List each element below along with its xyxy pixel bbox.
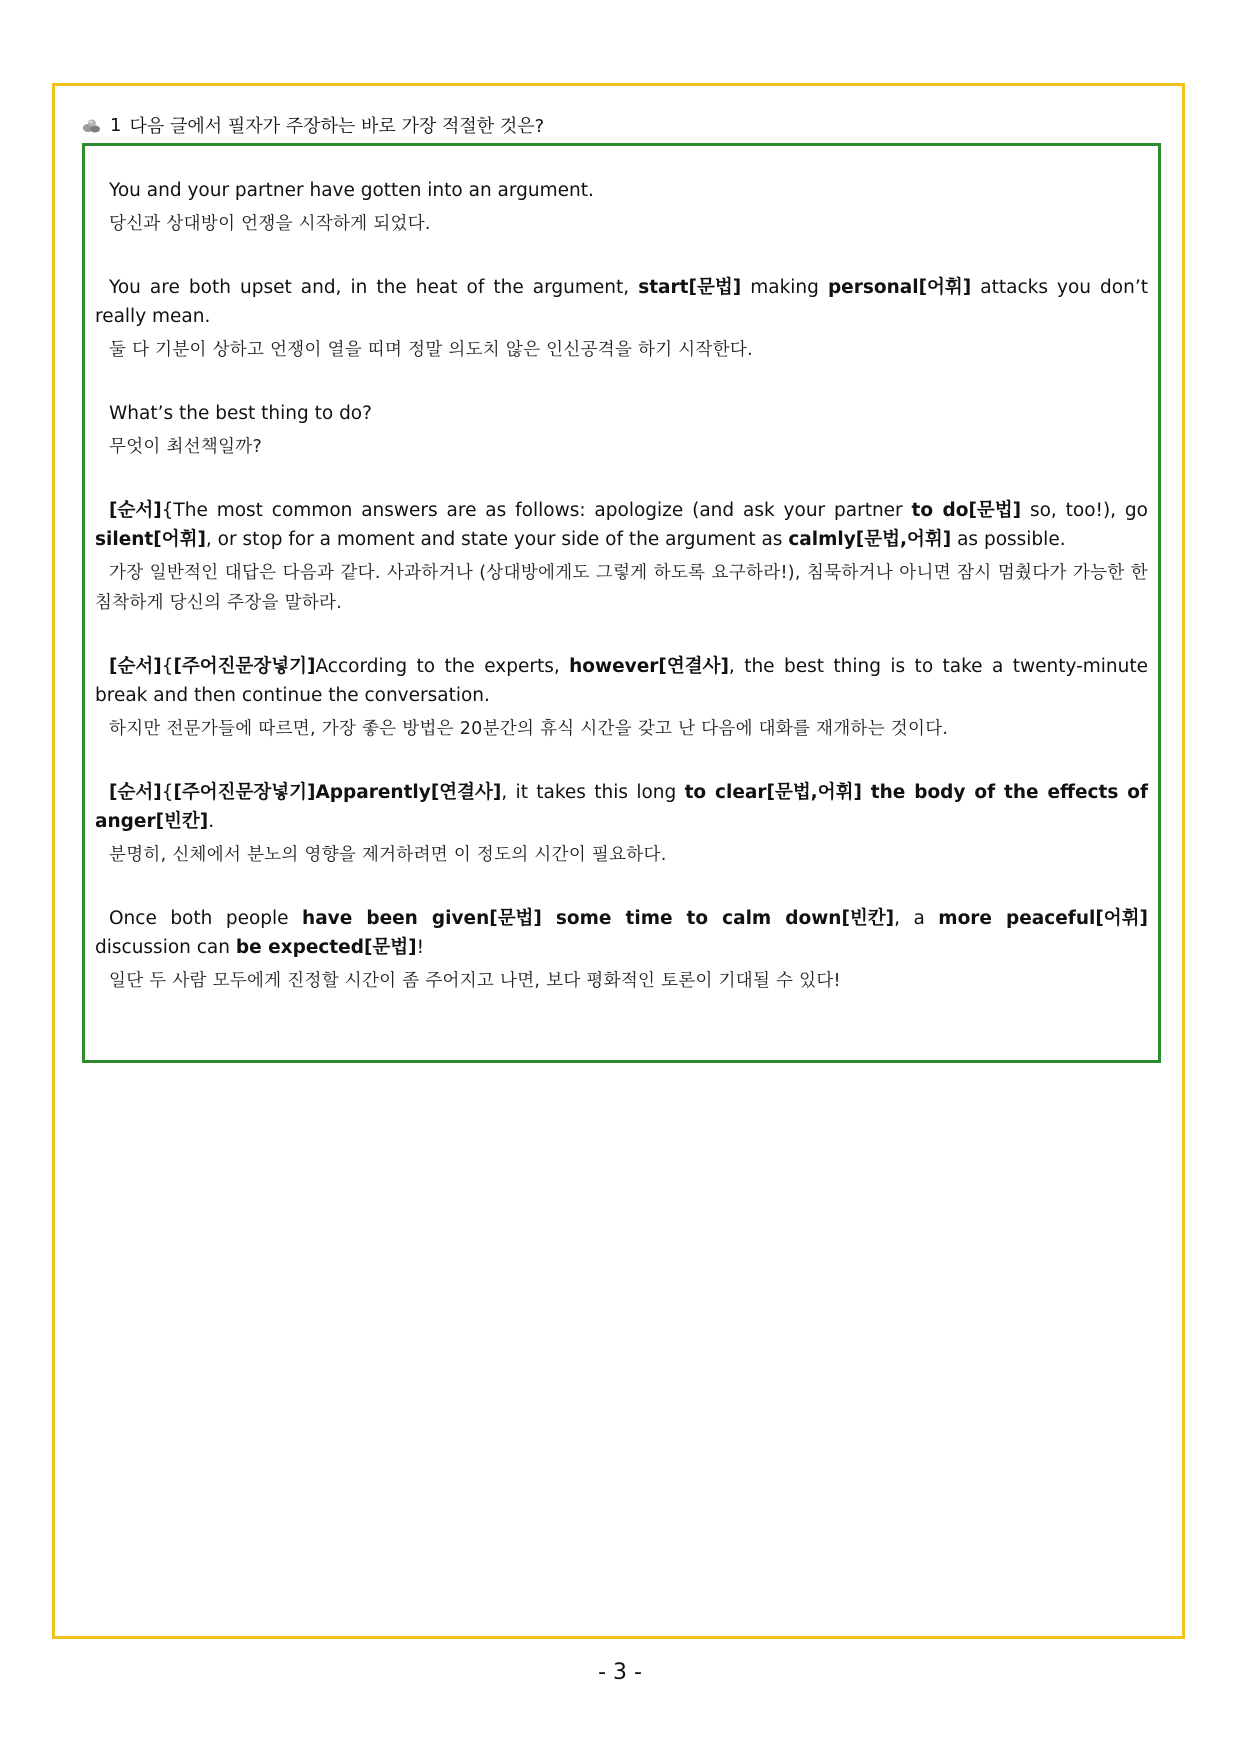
question-number: 1 <box>110 114 122 136</box>
annotated-phrase: have been given[문법] some time to calm down[빈칸] <box>302 908 895 929</box>
korean-translation: 당신과 상대방이 언쟁을 시작하게 되었다. <box>109 214 431 234</box>
annotated-phrase: personal[어휘] <box>827 277 972 298</box>
sentence-text: attacks you don’t really mean. <box>95 277 1148 327</box>
annotated-phrase: [순서] <box>109 500 162 521</box>
annotated-phrase: to do[문법] <box>911 500 1022 521</box>
sentence-text: { <box>161 782 174 803</box>
passage-paragraph <box>95 399 1148 462</box>
annotated-phrase: [순서] <box>109 782 162 803</box>
korean-translation: 하지만 전문가들에 따르면, 가장 좋은 방법은 20분간의 휴식 시간을 갖고 난 다음에 대화를 재개하는 것이다. <box>109 719 949 739</box>
annotated-phrase: Apparently[연결사] <box>315 782 502 803</box>
annotated-phrase: [순서] <box>109 656 162 677</box>
sentence-text: , a <box>894 908 939 929</box>
passage-paragraph <box>95 496 1148 618</box>
stones-icon <box>82 116 102 134</box>
sentence-text: What’s the best thing to do? <box>109 403 372 424</box>
passage-paragraph <box>95 176 1148 239</box>
annotated-phrase: to clear[문법,어휘] the body of the effects of anger[빈칸] <box>95 782 1148 832</box>
sentence-text: Once both people <box>109 908 303 929</box>
sentence-text: , the best thing is to take a twenty-minute break and then continue the conversation. <box>95 656 1148 706</box>
question-text: 다음 글에서 필자가 주장하는 바로 가장 적절한 것은? <box>129 116 545 137</box>
sentence-text: discussion can <box>95 937 236 958</box>
annotated-phrase: calmly[문법,어휘] <box>788 529 952 550</box>
passage-box <box>82 143 1161 1063</box>
english-sentence <box>95 496 1148 554</box>
sentence-text: making <box>741 277 828 298</box>
passage-paragraph <box>95 652 1148 744</box>
english-sentence <box>95 273 1148 331</box>
sentence-text: , or stop for a moment and state your side of the argument as <box>205 529 789 550</box>
passage-paragraph <box>95 904 1148 996</box>
passage-paragraph <box>95 273 1148 365</box>
sentence-text: You are both upset and, in the heat of the argument, <box>109 277 639 298</box>
sentence-text: ! <box>416 937 425 958</box>
korean-translation: 무엇이 최선책일까? <box>109 437 263 457</box>
english-sentence <box>95 652 1148 710</box>
sentence-text: , it takes this long <box>501 782 685 803</box>
korean-translation: 일단 두 사람 모두에게 진정할 시간이 좀 주어지고 나면, 보다 평화적인 토론이 기대될 수 있다! <box>109 971 841 991</box>
annotated-phrase: more peaceful[어휘] <box>938 908 1148 929</box>
english-sentence <box>95 778 1148 836</box>
annotated-phrase: silent[어휘] <box>95 529 206 550</box>
annotated-phrase: be expected[문법] <box>235 937 417 958</box>
annotated-phrase: start[문법] <box>638 277 742 298</box>
passage-paragraph <box>95 778 1148 870</box>
annotated-phrase: [주어진문장넣기] <box>173 656 316 677</box>
sentence-text: {The most common answers are as follows: apologize (and ask your partner <box>161 500 912 521</box>
question-header <box>82 112 544 138</box>
sentence-text: You and your partner have gotten into an argument. <box>109 180 594 201</box>
sentence-text: so, too!), go <box>1021 500 1148 521</box>
sentence-text: as possible. <box>951 529 1066 550</box>
sentence-text: { <box>161 656 174 677</box>
english-sentence <box>95 904 1148 962</box>
page-number: - 3 - <box>598 1660 642 1685</box>
korean-translation: 가장 일반적인 대답은 다음과 같다. 사과하거나 (상대방에게도 그렇게 하도록 요구하라!), 침묵하거나 아니면 잠시 멈췄다가 가능한 한 침착하게 당신의 주장을 말하라. <box>95 563 1148 613</box>
annotated-phrase: [주어진문장넣기] <box>173 782 316 803</box>
english-sentence <box>95 176 1148 205</box>
korean-translation: 분명히, 신체에서 분노의 영향을 제거하려면 이 정도의 시간이 필요하다. <box>109 845 667 865</box>
sentence-text: According to the experts, <box>315 656 570 677</box>
korean-translation: 둘 다 기분이 상하고 언쟁이 열을 띠며 정말 의도치 않은 인신공격을 하기 시작한다. <box>109 340 753 360</box>
annotated-phrase: however[연결사] <box>569 656 729 677</box>
sentence-text: . <box>208 811 215 832</box>
english-sentence <box>95 399 1148 428</box>
